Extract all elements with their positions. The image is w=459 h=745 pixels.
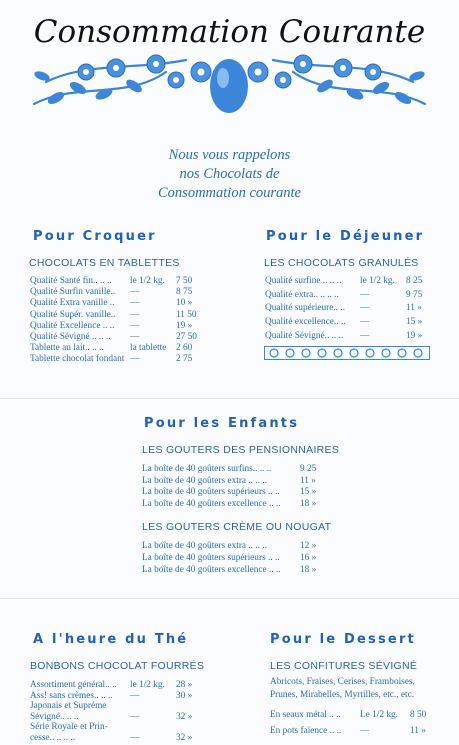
price-row (30, 310, 210, 321)
price-row (265, 317, 445, 331)
item-price: 11 » (300, 475, 316, 486)
item-label: La boîte de 40 goûters surfins.. .. .. (142, 464, 272, 474)
item-price: 2 75 (176, 354, 193, 365)
item-unit: — (130, 711, 140, 722)
ornament-border (264, 346, 430, 360)
item-price: 19 » (176, 320, 193, 331)
item-price: 18 » (300, 499, 317, 510)
intro-text (0, 146, 459, 203)
item-price: 16 » (300, 552, 317, 563)
item-price: 11 » (406, 303, 422, 314)
item-price: 19 » (406, 330, 423, 341)
price-row (270, 726, 440, 742)
item-price: 15 » (406, 317, 423, 328)
price-row (30, 321, 210, 332)
item-price: 8 50 (410, 710, 427, 720)
description-line: Prunes, Mirabelles, Myrtilles, etc., etc. (270, 690, 415, 700)
item-unit: le 1/2 kg. (360, 276, 395, 286)
item-price: 9 75 (406, 289, 423, 300)
price-row (142, 499, 342, 511)
item-label: La boîte de 40 goûters extra .. .. .. (142, 475, 267, 486)
item-unit: — (130, 733, 140, 743)
description-line: Abricots, Fraises, Cerises, Framboises, (270, 677, 415, 687)
price-row (30, 733, 210, 744)
paper-fold-line (0, 398, 459, 399)
section-subtitle-granules: LES CHOCOLATS GRANULÉS (264, 257, 419, 269)
item-label: Qualité Sévigné.. .. .. (265, 330, 344, 341)
item-label: En pots faïence .. .. (270, 726, 342, 736)
price-row (30, 343, 210, 354)
item-price: 30 » (176, 690, 193, 701)
item-unit: — (130, 354, 140, 365)
item-label: Qualité Excellence .. .. (30, 320, 115, 331)
price-row (30, 691, 210, 702)
item-label: La boîte de 40 goûters supérieurs .. .. (142, 487, 280, 498)
confitures-description (270, 676, 415, 702)
intro-line: Consommation courante (158, 185, 301, 201)
item-unit: le 1/2 kg. (130, 276, 165, 286)
section-subtitle-bonbons: BONBONS CHOCOLAT FOURRÉS (30, 660, 205, 672)
item-label: La boîte de 40 goûters extra .. .. .. (142, 541, 267, 551)
item-label: Qualité Supér. vanille.. (30, 309, 116, 320)
price-row (142, 487, 342, 499)
section-title-dejeuner: Pour le Déjeuner (266, 229, 425, 244)
price-row (30, 298, 210, 309)
section-subtitle-tablettes: CHOCOLATS EN TABLETTES (29, 257, 180, 269)
price-row (265, 276, 445, 290)
item-price: 18 » (300, 564, 317, 575)
item-unit: — (130, 287, 140, 298)
price-row (265, 303, 445, 317)
price-row (30, 701, 210, 712)
section-subtitle-creme-nougat: LES GOUTERS CRÈME OU NOUGAT (142, 521, 332, 533)
price-row (30, 287, 210, 298)
item-price: 2 60 (176, 343, 193, 354)
intro-line: Nous vous rappelons (168, 147, 291, 163)
price-row (142, 476, 342, 488)
item-label: Qualité extra.. .. .. .. (265, 289, 339, 300)
item-label: Ass! sans crèmes.. .. .. (30, 690, 113, 701)
item-label: La boîte de 40 goûters supérieurs .. .. (142, 552, 280, 563)
price-row (142, 553, 342, 565)
price-row (30, 712, 210, 723)
item-label: En seaux métal .. .. (270, 710, 341, 720)
price-row (30, 332, 210, 343)
section-title-the: A l'heure du Thé (33, 632, 189, 647)
item-label: Qualité Sévigné .. .. .. (30, 332, 111, 342)
item-unit: — (360, 726, 370, 736)
item-price: 15 » (300, 487, 317, 498)
item-label: Japonais et Supréme (30, 701, 107, 712)
section-subtitle-pensionnaires: LES GOUTERS DES PENSIONNAIRES (142, 444, 340, 456)
item-unit: Le 1/2 kg. (360, 710, 398, 720)
item-unit: la tablette (130, 343, 167, 354)
item-unit: — (130, 309, 140, 320)
item-unit: — (130, 690, 140, 701)
item-label: Qualité surfine .. .. .. (265, 276, 342, 286)
item-price: 32 » (176, 733, 193, 743)
price-row (142, 541, 342, 553)
floral-garland-decoration (16, 42, 443, 124)
item-price: 7 50 (176, 276, 193, 286)
price-row (265, 290, 445, 304)
item-price: 8 75 (176, 287, 193, 298)
price-row (142, 464, 342, 476)
item-label: Tablette chocolat fondant (30, 354, 125, 365)
item-label: cesse.. .. .. .. (30, 733, 76, 743)
item-unit: — (360, 317, 370, 328)
item-price: 12 » (300, 541, 317, 551)
item-label: Assortiment général.. .. (30, 680, 117, 690)
section-subtitle-confitures: LES CONFITURES SÉVIGNÉ (270, 660, 418, 672)
item-label: La boîte de 40 goûters excellence .. .. (142, 499, 281, 510)
item-unit: — (130, 320, 140, 331)
item-label: Qualité Santé fin.. .. .. (30, 276, 112, 286)
item-price: 11 » (410, 726, 426, 736)
section-title-croquer: Pour Croquer (33, 229, 157, 244)
item-unit: — (360, 289, 370, 300)
item-price: 11 50 (176, 309, 197, 320)
item-price: 32 » (176, 711, 193, 722)
item-label: Tablette au lait.. .. .. (30, 343, 104, 354)
intro-line: nos Chocolats de (179, 166, 280, 182)
item-price: 27 50 (176, 332, 197, 342)
item-unit: — (130, 332, 140, 342)
item-label: Qualité excellence.. .. (265, 317, 346, 328)
page-title: Consommation Courante (33, 14, 426, 50)
price-row (265, 331, 445, 345)
item-label: Qualité supérieure.. .. (265, 303, 346, 314)
item-price: 8 25 (406, 276, 423, 286)
item-unit: — (360, 330, 370, 341)
price-row (30, 680, 210, 691)
item-label: Série Royale et Prin- (30, 722, 108, 733)
section-title-dessert: Pour le Dessert (270, 632, 416, 647)
item-label: Sévigné.. .. .. (30, 711, 79, 722)
paper-fold-line (0, 598, 459, 599)
item-price: 9 25 (300, 464, 317, 474)
item-label: Qualité Surfin vanille.. (30, 287, 116, 298)
price-row (30, 354, 210, 365)
item-label: La boîte de 40 goûters excellence .. .. (142, 564, 281, 575)
price-row (30, 722, 210, 733)
item-unit: le 1/2 kg. (130, 680, 165, 690)
item-unit: — (130, 298, 140, 309)
section-title-enfants: Pour les Enfants (144, 416, 300, 431)
price-row (142, 565, 342, 577)
item-label: Qualité Extra vanille .. (30, 298, 115, 309)
price-row (30, 276, 210, 287)
item-price: 28 » (176, 680, 193, 690)
item-price: 10 » (176, 298, 193, 309)
item-unit: — (360, 303, 370, 314)
price-row (270, 710, 440, 726)
